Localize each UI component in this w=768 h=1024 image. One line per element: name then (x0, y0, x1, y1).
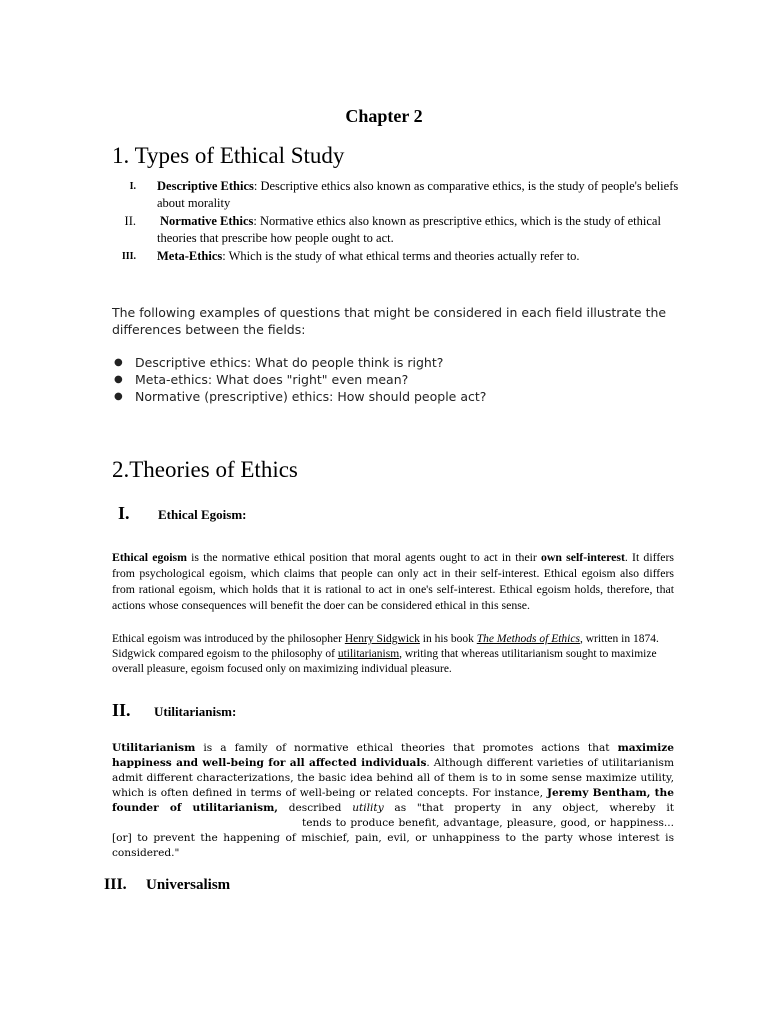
bullet-item (112, 371, 672, 388)
list-item (112, 248, 682, 265)
henry-sidgwick-link[interactable]: Henry Sidgwick (344, 633, 420, 645)
term-ethical-egoism: Ethical egoism (112, 550, 187, 564)
bullet-item (112, 388, 672, 405)
item-term: Meta-Ethics (157, 249, 223, 263)
universalism-heading (104, 876, 231, 894)
paragraph-text: described (278, 802, 353, 814)
utilitarianism-link[interactable]: utilitarianism (337, 648, 400, 660)
emphasis-text: own self-interest (541, 550, 625, 564)
subsection-number: III. (104, 876, 127, 893)
paragraph-text: is a family of normative ethical theories that promotes actions that (195, 742, 618, 754)
item-number: II. (124, 214, 136, 228)
paragraph-text: tends to produce benefit, advantage, pleasure, good, or happiness...[or] to prevent the happening of mischief, pain, evil, or unhappiness to the party whose interest is considered." (112, 817, 674, 859)
bullet-text: Normative (prescriptive) ethics: How should people act? (135, 389, 487, 404)
item-text: : Normative ethics also known as prescriptive ethics, which is the study of ethical theories that prescribe how people ought to act. (157, 214, 661, 245)
fields-intro-paragraph: The following examples of questions that might be considered in each field illustrate the differences between the fields: (112, 305, 667, 337)
item-number: I. (129, 181, 136, 192)
bullet-item (112, 354, 672, 371)
ethical-egoism-paragraph-2 (112, 632, 674, 677)
bullet-text: Descriptive ethics: What do people think is right? (135, 355, 444, 370)
paragraph-text: is the normative ethical position that moral agents ought to act in their (186, 550, 541, 564)
paragraph-text: . Although different varieties of utilitarianism admit different characterizations, the basic idea behind all of them is to in some sense maximize utility, which is often defined in terms of well-being or related concepts. For instance, (112, 757, 674, 799)
ethical-egoism-heading (112, 503, 246, 524)
bullet-icon: ● (114, 391, 123, 402)
subsection-title: Universalism (146, 877, 231, 893)
bullet-icon: ● (114, 374, 123, 385)
question-bullets (112, 354, 672, 405)
paragraph-text: , written in 1874. Sidgwick compared egoism to the philosophy of (112, 633, 659, 660)
item-text: : Descriptive ethics also known as comparative ethics, is the study of people's beliefs about morality (157, 179, 679, 210)
item-term: Normative Ethics (160, 214, 254, 228)
paragraph-text: in his book (419, 633, 477, 645)
subsection-number: I. (118, 503, 130, 523)
chapter-title: Chapter 2 (345, 106, 423, 126)
section2-heading: 2.Theories of Ethics (112, 457, 298, 482)
bullet-text: Meta-ethics: What does "right" even mean? (135, 372, 409, 387)
paragraph-text: Ethical egoism was introduced by the philosopher (112, 633, 345, 645)
ethical-egoism-paragraph-1 (112, 549, 674, 613)
item-term: Descriptive Ethics (157, 179, 254, 193)
subsection-title: Utilitarianism: (154, 704, 237, 719)
subsection-title: Ethical Egoism: (158, 507, 247, 522)
list-item (112, 178, 682, 212)
utilitarianism-heading (112, 700, 236, 721)
methods-of-ethics-link[interactable]: The Methods of Ethics (476, 633, 580, 645)
item-text: : Which is the study of what ethical terms and theories actually refer to. (222, 249, 580, 263)
subsection-number: II. (112, 700, 131, 720)
bentham-emphasis: Jeremy Bentham, the founder of utilitarianism, (112, 787, 675, 814)
emphasis-text: maximize happiness and well-being for all affected individuals (112, 742, 674, 769)
utilitarianism-paragraph (112, 741, 674, 861)
utility-term: utility (352, 802, 384, 814)
item-number: III. (121, 251, 136, 262)
term-utilitarianism: Utilitarianism (112, 742, 196, 754)
list-item (112, 213, 682, 247)
paragraph-text: as "that property in any object, whereby it (383, 802, 674, 814)
section1-heading: 1. Types of Ethical Study (112, 143, 345, 168)
ethical-study-types-list (112, 178, 682, 265)
paragraph-text: , writing that whereas utilitarianism sought to maximize overall pleasure, egoism focused only on maximizing individual pleasure. (112, 648, 657, 675)
paragraph-text: . It differs from psychological egoism, which claims that people can only act in their self-interest. Ethical egoism also differs from rational egoism, which holds that it is rational to act in one's self-interest. Ethical egoism holds, therefore, that actions whose consequences will benefit the doer can be considered ethical in this sense. (112, 550, 674, 612)
bullet-icon: ● (114, 357, 123, 368)
